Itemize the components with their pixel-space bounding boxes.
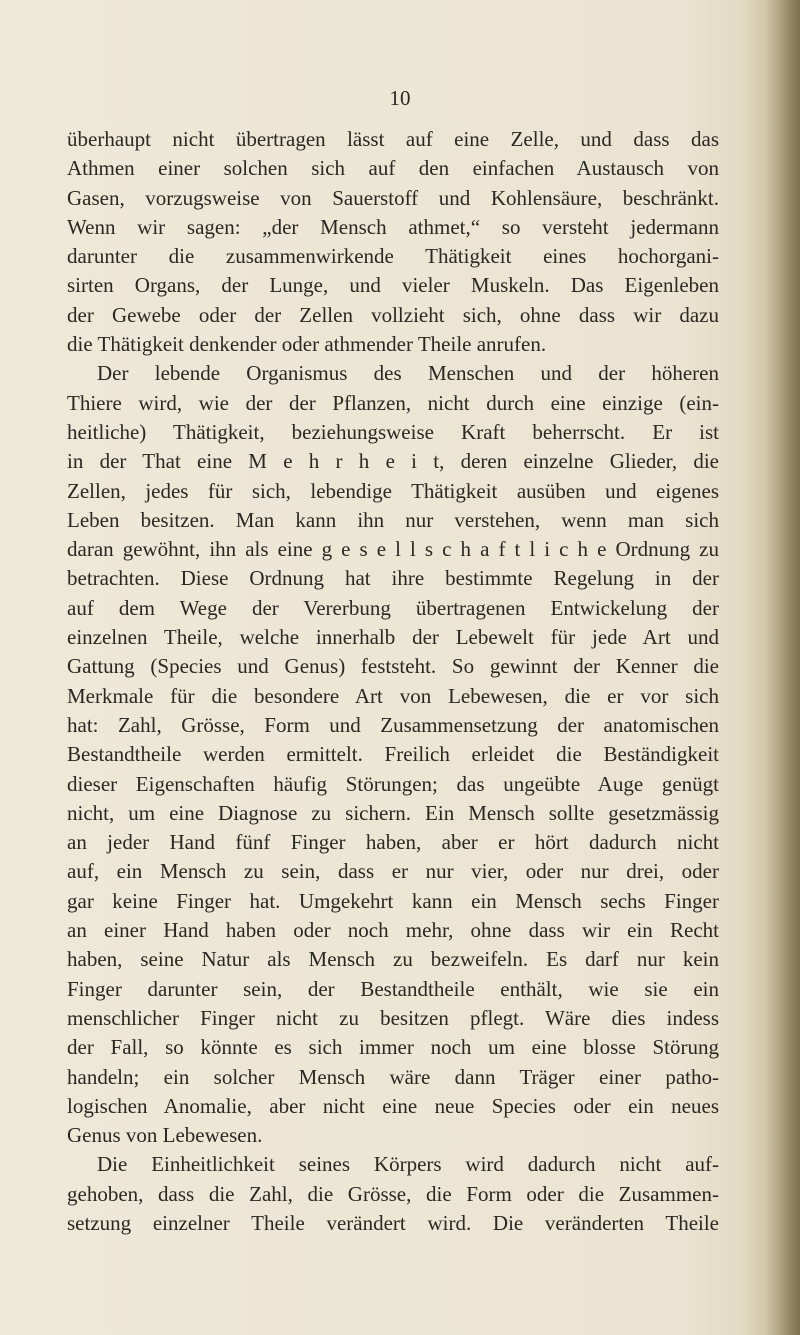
text-line: Thiere wird, wie der der Pflanzen, nicht durch eine einzige (ein- [67, 390, 719, 415]
text-line: setzung einzelner Theile verändert wird. Die veränderten Theile [67, 1210, 719, 1235]
text-line: Athmen einer solchen sich auf den einfachen Austausch von [67, 156, 719, 181]
text-line: haben, seine Natur als Mensch zu bezweifeln. Es darf nur kein [67, 947, 719, 972]
page-edge-shadow [766, 0, 800, 1335]
text-line: gehoben, dass die Zahl, die Grösse, die Form oder die Zusammen- [67, 1181, 719, 1206]
text-line: in der That eine M e h r h e i t, deren einzelne Glieder, die [67, 449, 719, 474]
text-line: Wenn wir sagen: „der Mensch athmet,“ so versteht jedermann [67, 214, 719, 239]
text-line: gar keine Finger hat. Umgekehrt kann ein Mensch sechs Finger [67, 888, 719, 913]
text-line: Finger darunter sein, der Bestandtheile enthält, wie sie ein [67, 976, 719, 1001]
text-line: auf, ein Mensch zu sein, dass er nur vier, oder nur drei, oder [67, 859, 719, 884]
paragraph-first-line: Der lebende Organismus des Menschen und der höheren [97, 361, 719, 386]
text-line: der Fall, so könnte es sich immer noch um eine blosse Störung [67, 1035, 719, 1060]
text-line: nicht, um eine Diagnose zu sichern. Ein Mensch sollte gesetzmässig [67, 800, 719, 825]
text-line: handeln; ein solcher Mensch wäre dann Träger einer patho- [67, 1064, 719, 1089]
text-line: einzelnen Theile, welche innerhalb der Lebewelt für jede Art und [67, 625, 719, 650]
text-line: Gattung (Species und Genus) feststeht. So gewinnt der Kenner die [67, 654, 719, 679]
text-line: die Thätigkeit denkender oder athmender Theile anrufen. [67, 332, 547, 357]
text-line: an jeder Hand fünf Finger haben, aber er hört dadurch nicht [67, 830, 719, 855]
text-line: Merkmale für die besondere Art von Lebewesen, die er vor sich [67, 683, 719, 708]
text-line: betrachten. Diese Ordnung hat ihre bestimmte Regelung in der [67, 566, 719, 591]
text-line: der Gewebe oder der Zellen vollzieht sich, ohne dass wir dazu [67, 302, 719, 327]
text-line: Leben besitzen. Man kann ihn nur verstehen, wenn man sich [67, 507, 719, 532]
page-number: 10 [389, 86, 411, 110]
text-line: Zellen, jedes für sich, lebendige Thätigkeit ausüben und eigenes [67, 478, 719, 503]
text-line: Gasen, vorzugsweise von Sauerstoff und Kohlensäure, beschränkt. [67, 185, 719, 210]
text-line: darunter die zusammenwirkende Thätigkeit eines hochorgani- [67, 244, 719, 269]
body-text [67, 125, 719, 1238]
text-line: auf dem Wege der Vererbung übertragenen Entwickelung der [67, 595, 719, 620]
text-line: überhaupt nicht übertragen lässt auf eine Zelle, und dass das [67, 127, 719, 151]
text-line: sirten Organs, der Lunge, und vieler Muskeln. Das Eigenleben [67, 273, 719, 298]
text-line: daran gewöhnt, ihn als eine g e s e l l s c h a f t l i c h e Ordnung zu [67, 537, 719, 562]
text-line: hat: Zahl, Grösse, Form und Zusammensetzung der anatomischen [67, 712, 719, 737]
text-line: menschlicher Finger nicht zu besitzen pflegt. Wäre dies indess [67, 1005, 719, 1030]
text-line: dieser Eigenschaften häufig Störungen; das ungeübte Auge genügt [67, 771, 719, 796]
text-line: Bestandtheile werden ermittelt. Freilich erleidet die Beständigkeit [67, 742, 719, 767]
text-line: heitliche) Thätigkeit, beziehungsweise Kraft beherrscht. Er ist [67, 419, 719, 444]
text-line: logischen Anomalie, aber nicht eine neue Species oder ein neues [67, 1093, 719, 1118]
text-line: Genus von Lebewesen. [67, 1123, 263, 1148]
text-line: an einer Hand haben oder noch mehr, ohne dass wir ein Recht [67, 918, 719, 943]
paragraph-first-line: Die Einheitlichkeit seines Körpers wird dadurch nicht auf- [97, 1152, 719, 1177]
